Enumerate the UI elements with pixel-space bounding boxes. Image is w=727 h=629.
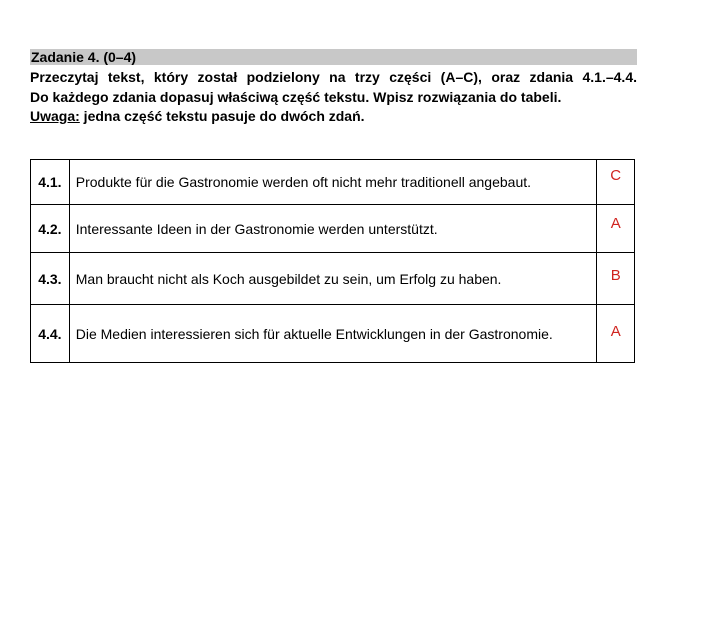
instruction-line-1: Przeczytaj tekst, który został podzielony na trzy części (A–C), oraz zdania 4.1.–4.4.: [30, 69, 637, 85]
answer-cell[interactable]: [597, 305, 635, 363]
statement: Die Medien interessieren sich für aktuelle Entwicklungen in der Gastronomie.: [69, 305, 597, 363]
table-row: [31, 305, 635, 363]
row-number: 4.3.: [31, 253, 70, 305]
answer-table: [30, 159, 635, 363]
row-number: 4.1.: [31, 160, 70, 205]
table-row: [31, 160, 635, 205]
row-number: 4.4.: [31, 305, 70, 363]
statement: Produkte für die Gastronomie werden oft nicht mehr traditionell angebaut.: [69, 160, 597, 205]
table-row: [31, 205, 635, 253]
answer-cell[interactable]: A: [597, 205, 635, 253]
table-row: [31, 253, 635, 305]
task-header: Zadanie 4. (0–4): [30, 49, 637, 65]
answer-text: A: [610, 325, 621, 339]
instruction-line-2: Do każdego zdania dopasuj właściwą część tekstu. Wpisz rozwiązania do tabeli.: [30, 89, 562, 105]
note-text: jedna część tekstu pasuje do dwóch zdań.: [79, 108, 365, 124]
note-label: Uwaga:: [30, 108, 80, 124]
answer-cell[interactable]: B: [597, 253, 635, 305]
statement: Man braucht nicht als Koch ausgebildet zu sein, um Erfolg zu haben.: [69, 253, 597, 305]
instruction-note: [30, 107, 637, 125]
answer-cell[interactable]: C: [597, 160, 635, 205]
row-number: 4.2.: [31, 205, 70, 253]
statement: Interessante Ideen in der Gastronomie werden unterstützt.: [69, 205, 597, 253]
